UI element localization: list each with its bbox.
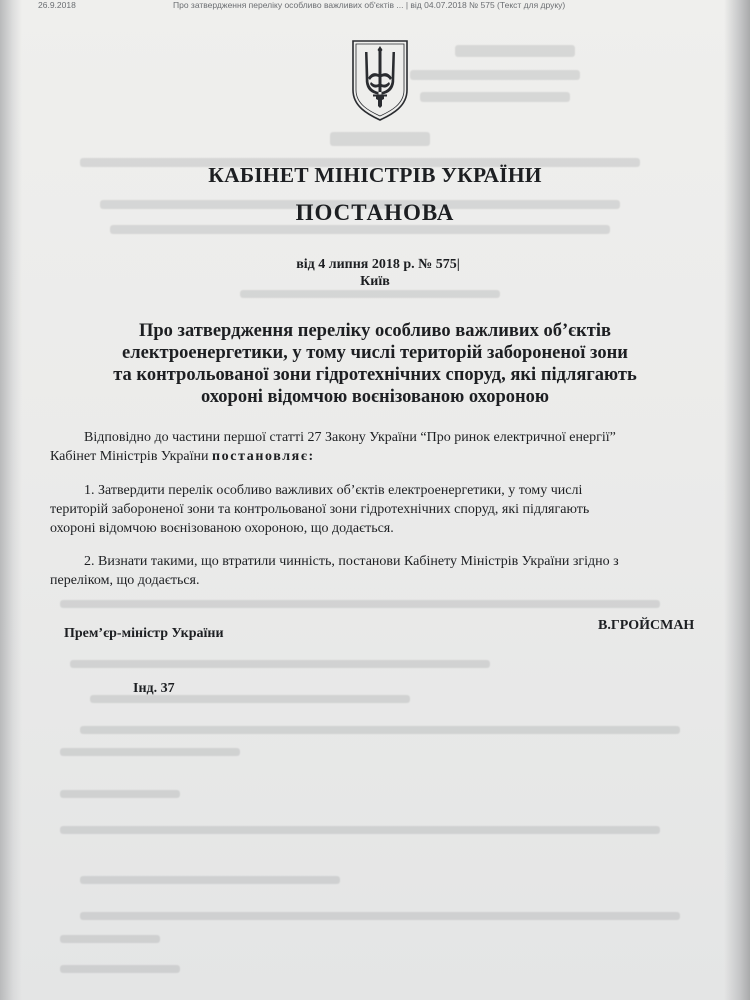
item-1-line: територій забороненої зони та контрольованої зони гідротехнічних споруд, які підлягають [50, 502, 590, 517]
preamble-line: Відповідно до частини першої статті 27 Закону України “Про ринок електричної енергії” [84, 430, 616, 445]
page-edge-shadow-right [724, 0, 750, 1000]
page-edge-shadow-left [0, 0, 22, 1000]
preamble-paragraph [50, 428, 708, 466]
title-line: охороні відомчою воєнізованою охороною [200, 387, 550, 407]
organization-name: КАБІНЕТ МІНІСТРІВ УКРАЇНИ [208, 163, 542, 187]
item-2-line: переліком, що додається. [50, 573, 200, 588]
item-1-line: 1. Затвердити перелік особливо важливих об’єктів електроенергетики, у тому числі [84, 483, 583, 498]
document-city: Київ [360, 274, 390, 289]
print-page-title: Про затвердження переліку особливо важливих об'єктів ... | від 04.07.2018 № 575 (Текст для друку) [173, 0, 566, 10]
document-type: ПОСТАНОВА [295, 200, 455, 225]
title-line: та контрольованої зони гідротехнічних споруд, які підлягають [113, 365, 637, 385]
title-line: електроенергетики, у тому числі територій забороненої зони [122, 343, 628, 363]
item-2-paragraph [50, 552, 708, 590]
print-date: 26.9.2018 [38, 0, 76, 10]
coat-of-arms-icon [349, 38, 411, 122]
item-1-paragraph [50, 481, 708, 538]
document-index: Інд. 37 [133, 681, 175, 696]
preamble-keyword: постановляє: [212, 449, 315, 464]
document-date-number: від 4 липня 2018 р. № 575| [296, 257, 460, 272]
signatory-name: В.ГРОЙСМАН [598, 618, 695, 633]
preamble-subject: Кабінет Міністрів України [50, 449, 212, 464]
preamble-line [50, 447, 708, 466]
document-title [60, 320, 690, 408]
title-line: Про затвердження переліку особливо важливих об’єктів [139, 321, 611, 341]
item-1-line: охороні відомчою воєнізованою охороною, що додається. [50, 521, 394, 536]
print-header [30, 0, 726, 12]
item-2-line: 2. Визнати такими, що втратили чинність, постанови Кабінету Міністрів України згідно з [84, 554, 619, 569]
signatory-position: Прем’єр-міністр України [64, 626, 224, 641]
